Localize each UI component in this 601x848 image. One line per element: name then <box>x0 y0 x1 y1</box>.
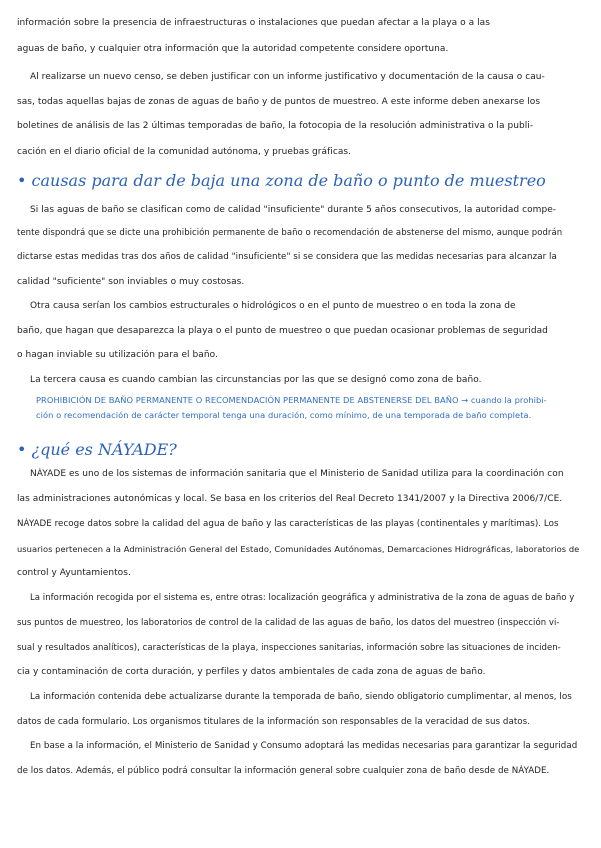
text-line: dictarse estas medidas tras dos años de calidad "insuficiente" si se considera que las medidas necesarias para alcanzar la <box>17 252 557 262</box>
section-heading-nayade: • ¿qué es NÁYADE? <box>17 440 177 459</box>
note-line: ción o recomendación de carácter temporal tenga una duración, como mínimo, de una temporada de baño completa. <box>36 410 532 420</box>
text-line: sus puntos de muestreo, los laboratorios de control de la calidad de las aguas de baño, los datos del muestreo (inspección vi- <box>17 618 560 628</box>
text-line: En base a la información, el Ministerio de Sanidad y Consumo adoptará las medidas necesarias para garantizar la seguridad <box>30 741 578 751</box>
text-line: información sobre la presencia de infraestructuras o instalaciones que puedan afectar a la playa o a las <box>17 18 490 28</box>
text-line: La información contenida debe actualizarse durante la temporada de baño, siendo obligatorio cumplimentar, al menos, los <box>30 692 572 702</box>
text-line: NÁYADE es uno de los sistemas de información sanitaria que el Ministerio de Sanidad utiliza para la coordinación con <box>30 469 564 479</box>
text-line: las administraciones autonómicas y local. Se basa en los criterios del Real Decreto 1341/2007 y la Directiva 2006/7/CE. <box>17 494 563 504</box>
section-heading-causes: • causas para dar de baja una zona de baño o punto de muestreo <box>17 171 546 190</box>
text-line: Otra causa serían los cambios estructurales o hidrológicos o en el punto de muestreo o en toda la zona de <box>30 301 516 311</box>
text-line: La información recogida por el sistema es, entre otras: localización geográfica y administrativa de la zona de aguas de baño y <box>30 593 575 603</box>
text-line: boletines de análisis de las 2 últimas temporadas de baño, la fotocopia de la resolución administrativa o la publi- <box>17 121 534 131</box>
text-line: datos de cada formulario. Los organismos titulares de la información son responsables de la veracidad de sus datos. <box>17 717 531 727</box>
text-line: control y Ayuntamientos. <box>17 568 131 578</box>
text-line: o hagan inviable su utilización para el baño. <box>17 350 218 360</box>
text-line: cación en el diario oficial de la comunidad autónoma, y pruebas gráficas. <box>17 147 352 157</box>
text-line: tente dispondrá que se dicte una prohibición permanente de baño o recomendación de abstenerse del mismo, aunque podrán <box>17 228 563 238</box>
text-line: NÁYADE recoge datos sobre la calidad del agua de baño y las características de las playas (continentales y marítimas). Los <box>17 519 559 529</box>
text-line: de los datos. Además, el público podrá consultar la información general sobre cualquier zona de baño desde de NÁYADE. <box>17 766 550 776</box>
text-line: usuarios pertenecen a la Administración General del Estado, Comunidades Autónomas, Demarcaciones Hidrográficas, laboratorios de <box>17 544 580 554</box>
text-line: sual y resultados analíticos), características de la playa, inspecciones sanitarias, información sobre las situaciones de inciden- <box>17 643 561 653</box>
text-line: Al realizarse un nuevo censo, se deben justificar con un informe justificativo y documentación de la causa o cau- <box>30 72 545 82</box>
text-line: baño, que hagan que desaparezca la playa o el punto de muestreo o que puedan ocasionar problemas de seguridad <box>17 326 548 336</box>
text-line: Si las aguas de baño se clasifican como de calidad "insuficiente" durante 5 años consecutivos, la autoridad compe- <box>30 205 557 215</box>
text-line: aguas de baño, y cualquier otra información que la autoridad competente considere oportuna. <box>17 44 449 54</box>
text-line: calidad "suficiente" son inviables o muy costosas. <box>17 277 245 287</box>
note-line: PROHIBICIÓN DE BAÑO PERMANENTE O RECOMENDACIÓN PERMANENTE DE ABSTENERSE DEL BAÑO → cuando la prohibi- <box>36 395 547 405</box>
text-line: cia y contaminación de corta duración, y perfiles y datos ambientales de cada zona de aguas de baño. <box>17 667 486 677</box>
text-line: sas, todas aquellas bajas de zonas de aguas de baño y de puntos de muestreo. A este informe deben anexarse los <box>17 97 541 107</box>
text-line: La tercera causa es cuando cambian las circunstancias por las que se designó como zona de baño. <box>30 375 482 385</box>
